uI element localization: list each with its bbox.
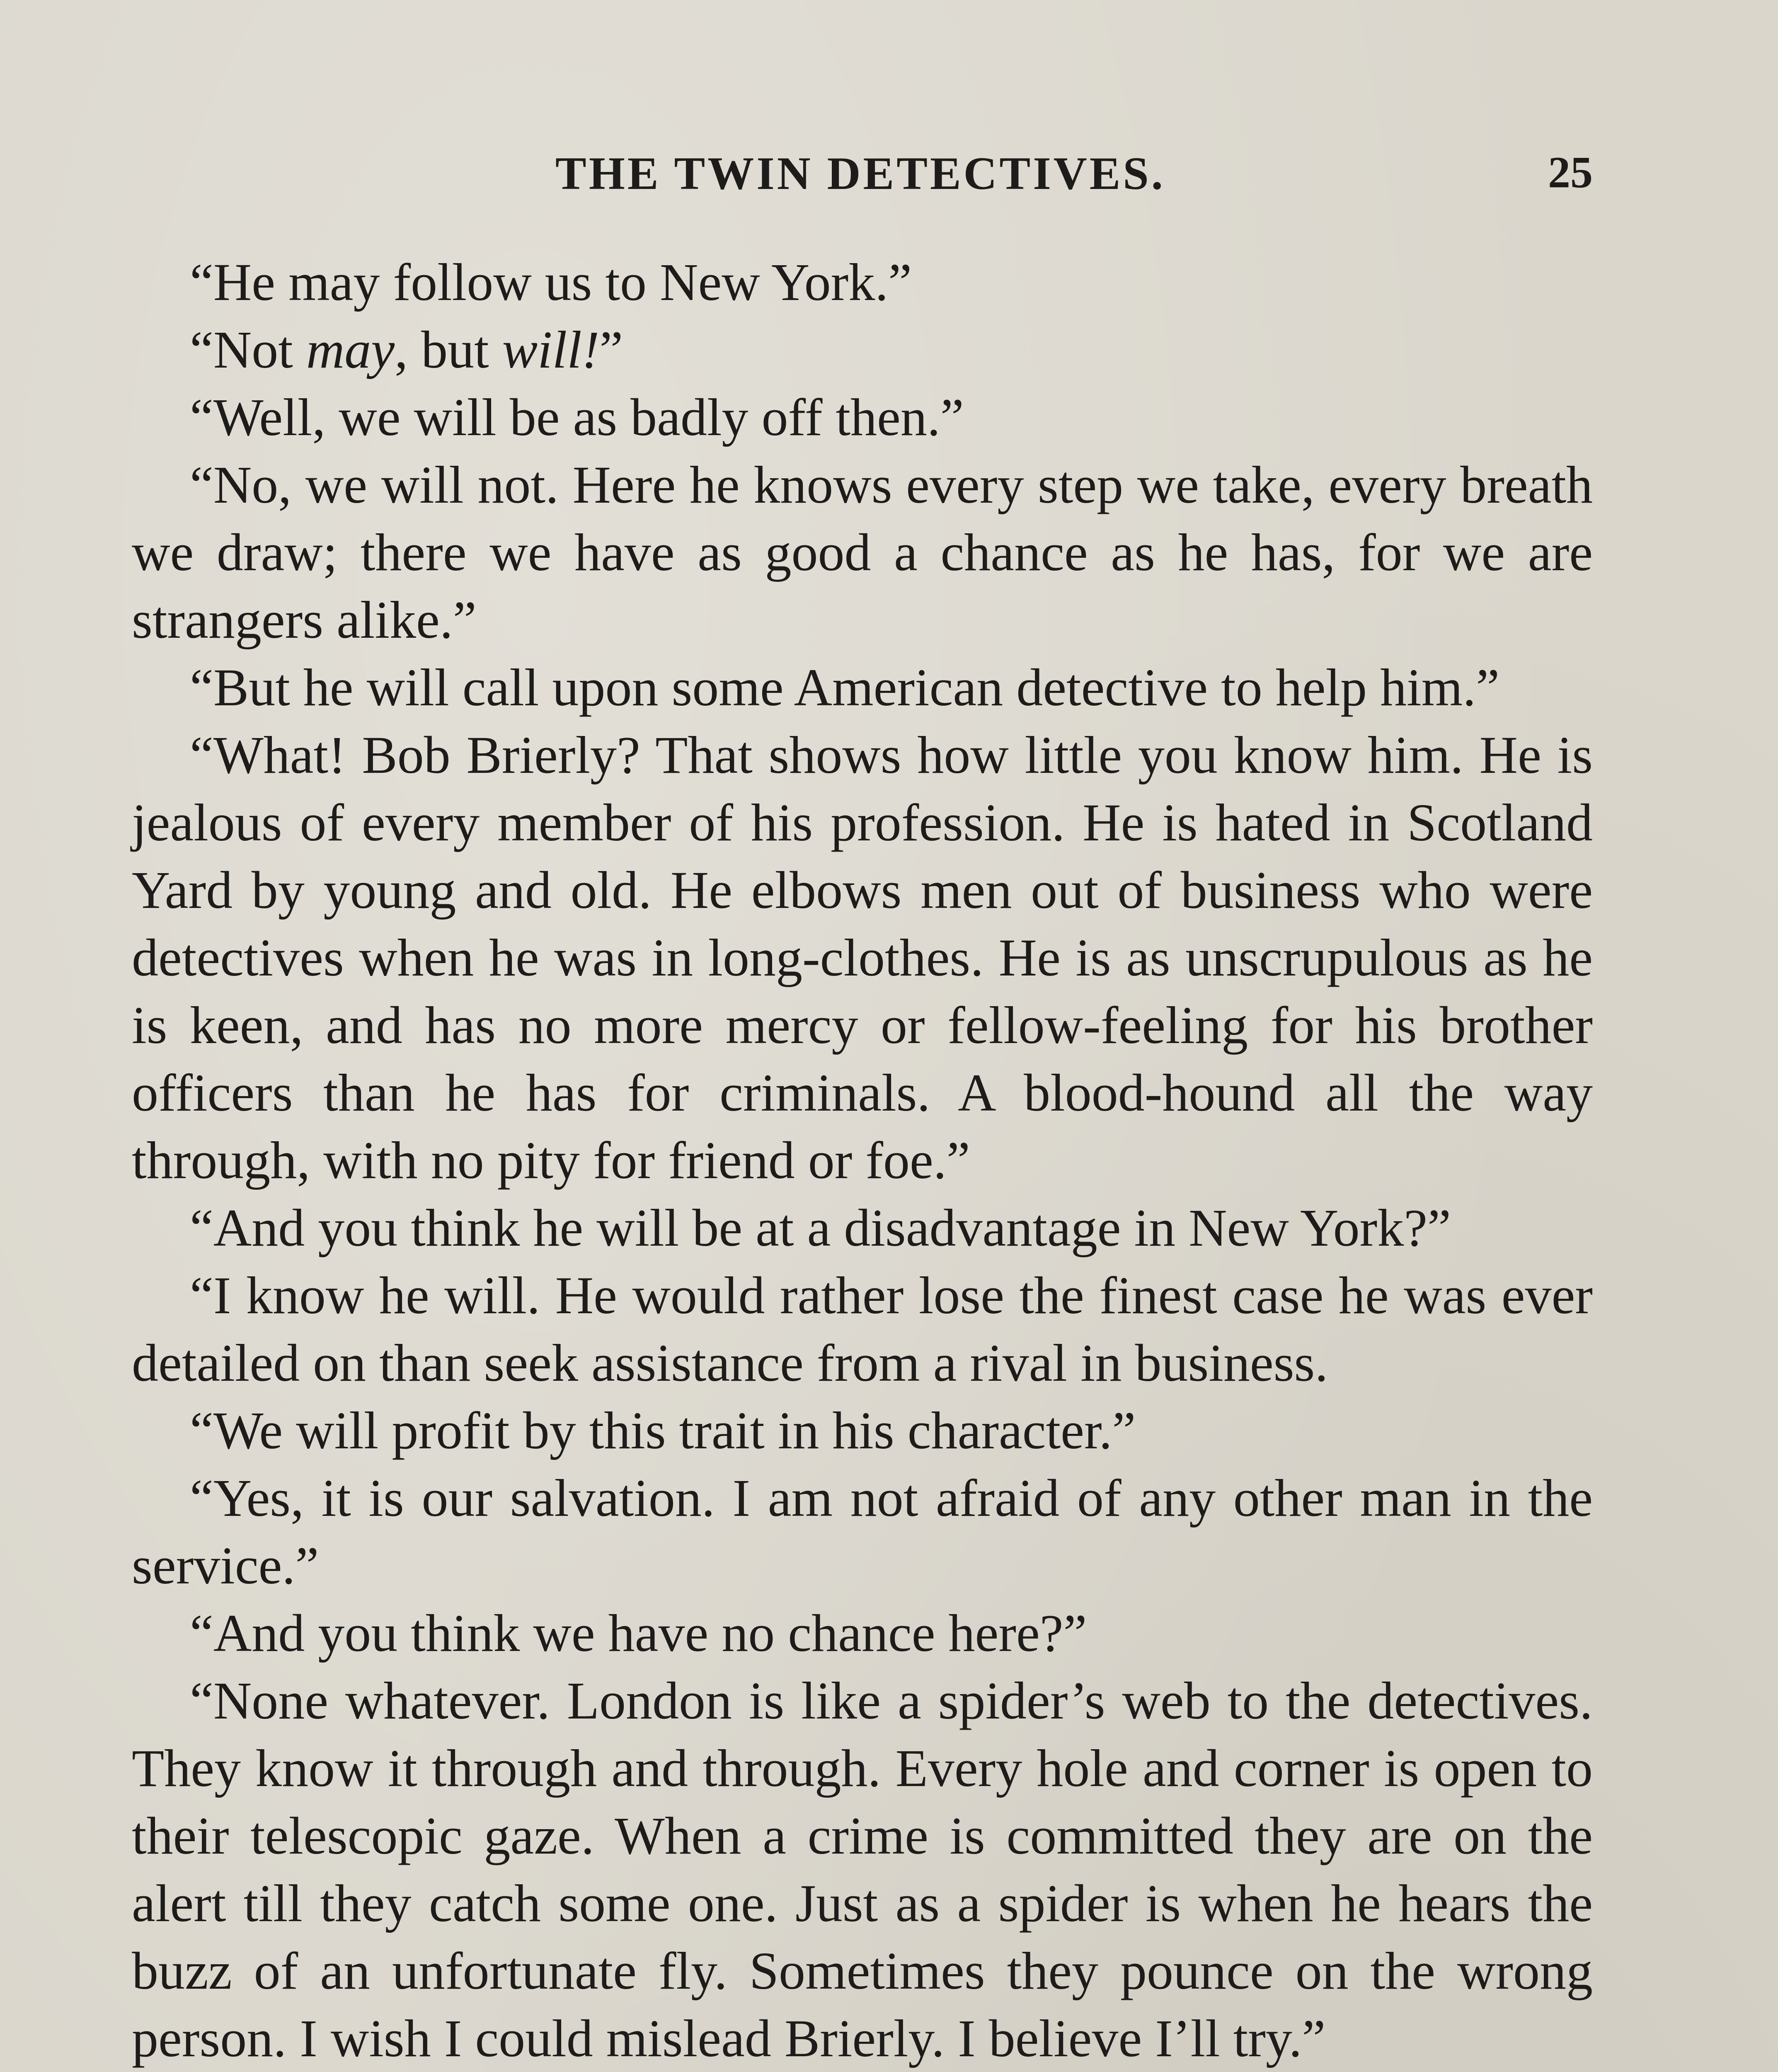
paragraph: “I know he will. He would rather lose the finest case he was ever detailed on than seek assistance from a rival in business.	[132, 1266, 1593, 1392]
paragraph-text: “Not	[190, 320, 306, 379]
emphasis-text: will!	[502, 320, 600, 379]
emphasis-text: may	[306, 320, 395, 379]
paragraph: “Well, we will be as badly off then.”	[190, 388, 964, 447]
paragraph: “He may follow us to New York.”	[190, 253, 912, 312]
paragraph: “What! Bob Brierly? That shows how little you know him. He is jealous of every member of his profession. He is hated in Scotland Yard by young and old. He elbows men out of business who were detectives when he was in long-clothes. He is as unscrupulous as he is keen, and has no more mercy or fellow-feeling for his brother officers than he has for criminals. A blood-hound all the way through, with no pity for friend or foe.”	[132, 726, 1593, 1190]
paragraph: “But he will call upon some American detective to help him.”	[190, 658, 1499, 717]
paragraph: “And you think he will be at a disadvantage in New York?”	[190, 1198, 1451, 1257]
page-number: 25	[1548, 148, 1593, 197]
paragraph: “And you think we have no chance here?”	[190, 1604, 1087, 1663]
paragraph	[132, 316, 1593, 384]
page-body	[132, 249, 1593, 2072]
paragraph-text: , but	[395, 320, 502, 379]
paragraph-text: ”	[599, 320, 623, 379]
paragraph: “Yes, it is our salvation. I am not afraid of any other man in the service.”	[132, 1469, 1593, 1595]
paragraph: “None whatever. London is like a spider’s web to the detectives. They know it through and through. Every hole and corner is open to their telescopic gaze. When a crime is committed they are on the alert till they catch some one. Just as a spider is when he hears the buzz of an unfortunate fly. Sometimes they pounce on the wrong person. I wish I could mislead Brierly. I believe I’ll try.”	[132, 1671, 1593, 2068]
paragraph: “We will profit by this trait in his character.”	[190, 1401, 1136, 1460]
running-title: THE TWIN DETECTIVES.	[555, 148, 1165, 199]
paragraph: “No, we will not. Here he knows every step we take, every breath we draw; there we have as good a chance as he has, for we are strangers alike.”	[132, 455, 1593, 649]
